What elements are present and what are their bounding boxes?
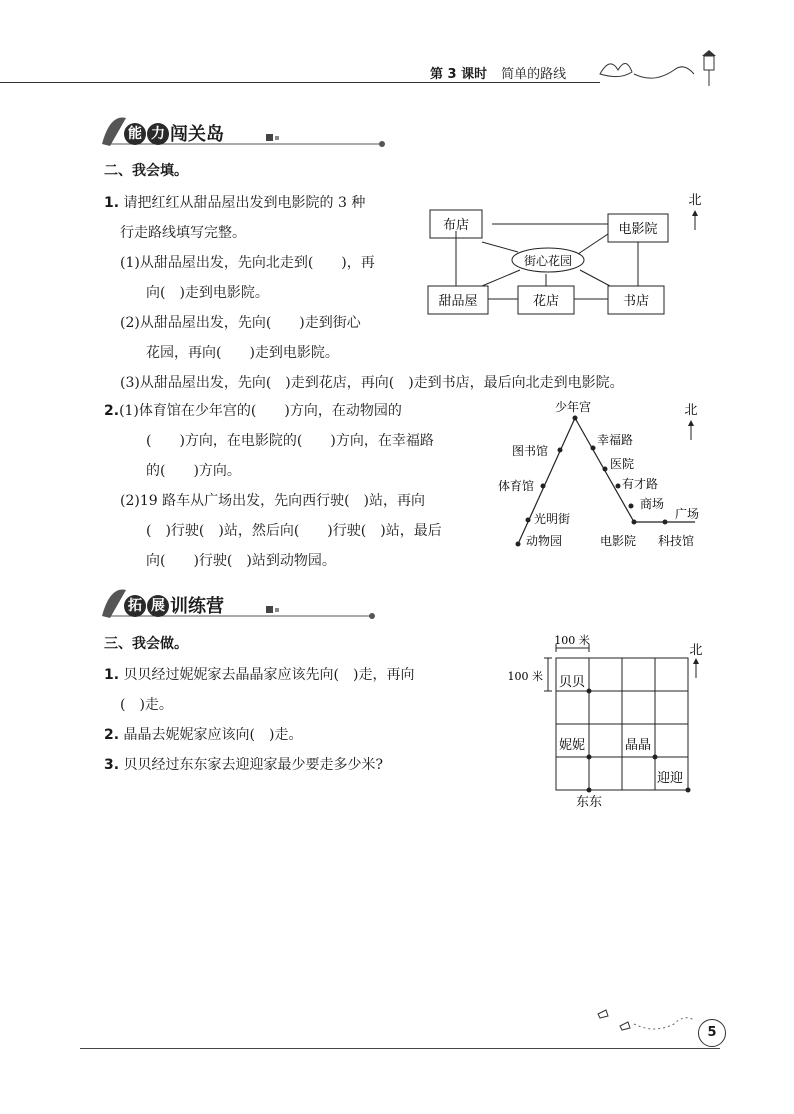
banner-title: 训练营	[170, 596, 224, 617]
question-text: 晶晶去妮妮家应该向( )走。	[123, 727, 303, 743]
question-text: 花园，再向( )走到电影院。	[146, 345, 339, 361]
section-banner-ability	[100, 116, 390, 156]
map-label: 书店	[622, 294, 650, 309]
question-text: 贝贝经过东东家去迎迎家最少要走多少米?	[123, 757, 384, 773]
question-text: ( )走。	[120, 697, 173, 713]
scale-label: 100 米	[507, 670, 543, 683]
question-number: 2.	[104, 727, 120, 743]
badge-char: 展	[147, 595, 169, 617]
question-text: 行走路线填写完整。	[120, 225, 246, 241]
north-label: 北	[688, 193, 702, 208]
page-number: 5	[698, 1019, 726, 1047]
page-header	[430, 63, 566, 82]
badge-char: 能	[124, 123, 146, 145]
badge-char: 拓	[124, 595, 146, 617]
brush-icon	[102, 118, 126, 146]
map-label: 商场	[640, 497, 665, 511]
footer-decoration	[590, 1000, 700, 1040]
section-heading: 三、我会做。	[104, 636, 188, 652]
map-label: 光明街	[534, 512, 571, 526]
bird-icon	[620, 1022, 630, 1030]
map-sweet-shop	[420, 186, 710, 321]
grid-label: 东东	[575, 795, 603, 810]
butterfly-icon	[600, 63, 632, 76]
header-rule	[0, 82, 600, 83]
question-text: 的( )方向。	[146, 463, 241, 479]
swirl-icon	[634, 67, 694, 78]
question-text: ( )方向，在电影院的( )方向，在幸福路	[146, 433, 434, 449]
section-banner-extension	[100, 588, 390, 628]
lesson-title: 简单的路线	[501, 67, 567, 82]
header-decoration	[596, 44, 726, 94]
question-number: 1.	[104, 667, 120, 683]
question-number: 3.	[104, 757, 120, 773]
question-text: 向( )行驶( )站到动物园。	[146, 553, 336, 569]
map-label: 花店	[532, 294, 560, 309]
map-label: 电影院	[618, 222, 658, 237]
banner-title: 闯关岛	[170, 124, 224, 145]
map-label: 有才路	[622, 477, 659, 491]
map-label: 布店	[442, 218, 470, 233]
lesson-number: 第 3 课时	[430, 67, 488, 82]
map-label: 电影院	[599, 534, 637, 548]
section-heading: 二、我会填。	[104, 163, 188, 179]
map-label: 体育馆	[497, 479, 534, 493]
map-label: 图书馆	[511, 444, 548, 458]
map-label: 街心花园	[523, 254, 573, 268]
question-number: 1.	[104, 195, 120, 211]
map-label: 广场	[675, 507, 700, 521]
question-2	[104, 396, 494, 576]
north-label: 北	[684, 403, 698, 418]
question-text: 贝贝经过妮妮家去晶晶家应该先向( )走，再向	[123, 667, 415, 683]
question-number: 2.	[104, 403, 120, 419]
lantern-icon	[704, 56, 714, 70]
grid-label: 妮妮	[558, 738, 586, 753]
north-label: 北	[689, 643, 703, 658]
brush-icon	[102, 590, 126, 618]
badge-char: 力	[147, 123, 169, 145]
map-label: 动物园	[526, 534, 563, 548]
question-text: (1)体育馆在少年宫的( )方向，在动物园的	[119, 403, 402, 419]
scale-label: 100 米	[554, 634, 590, 647]
question-text: 请把红红从甜品屋出发到电影院的 3 种	[123, 195, 366, 211]
map-bus-route	[480, 396, 710, 556]
question-text: ( )行驶( )站，然后向( )行驶( )站，最后	[146, 523, 442, 539]
question-text: (1)从甜品屋出发，先向北走到( )，再	[120, 255, 375, 271]
map-label: 少年宫	[554, 400, 592, 414]
grid-label: 贝贝	[558, 675, 586, 690]
question-1	[104, 188, 424, 368]
grid-map	[500, 630, 710, 810]
question-3-1	[104, 660, 524, 780]
map-label: 医院	[610, 457, 635, 471]
map-label: 科技馆	[657, 534, 695, 548]
question-text: (3)从甜品屋出发，先向( )走到花店，再向( )走到书店，最后向北走到电影院。	[120, 375, 624, 391]
map-label: 甜品屋	[438, 294, 478, 309]
bird-icon	[598, 1010, 608, 1018]
map-label: 幸福路	[597, 433, 634, 447]
footer-rule	[80, 1048, 720, 1049]
question-text: (2)19 路车从广场出发，先向西行驶( )站，再向	[120, 493, 426, 509]
question-text: 向( )走到电影院。	[146, 285, 269, 301]
grid-label: 迎迎	[656, 771, 684, 786]
grid-label: 晶晶	[624, 738, 652, 753]
question-text: (2)从甜品屋出发，先向( )走到街心	[120, 315, 361, 331]
